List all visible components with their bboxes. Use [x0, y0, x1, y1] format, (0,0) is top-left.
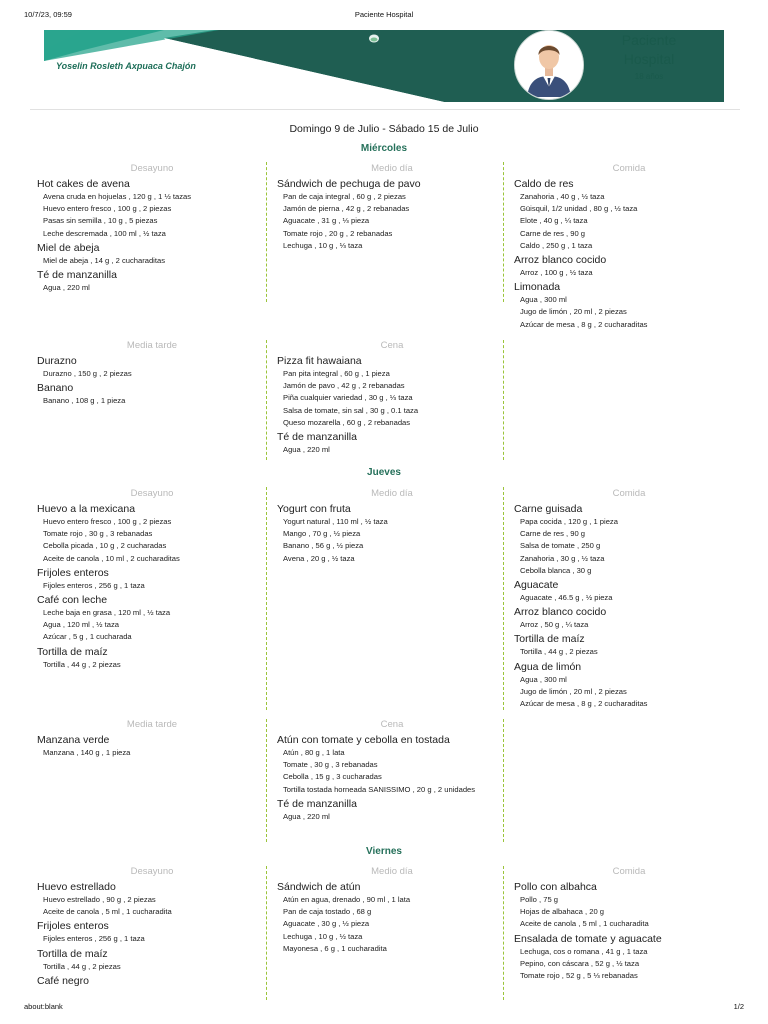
print-datetime: 10/7/23, 09:59: [24, 10, 72, 19]
meal-column: [277, 488, 507, 565]
meal-column: [277, 866, 507, 955]
ingredient-item: Cebolla blanca , 30 g: [520, 565, 592, 575]
profile-banner: [44, 30, 724, 102]
print-header: [0, 10, 768, 22]
dish-name: Huevo estrellado: [37, 881, 116, 893]
ingredient-item: Azúcar de mesa , 8 g , 2 cucharaditas: [520, 319, 648, 329]
dish-name: Banano: [37, 382, 74, 395]
dish-name: Yogurt con fruta: [277, 503, 351, 515]
ingredient-item: Agua , 120 ml , ½ taza: [43, 620, 119, 630]
ingredient-item: Lechuga, cos o romana , 41 g , 1 taza: [520, 946, 648, 956]
ingredient-item: Cebolla , 15 g , 3 cucharadas: [283, 772, 382, 782]
ingredient-item: Jamón de pavo , 42 g , 2 rebanadas: [283, 381, 405, 391]
dish-name: Manzana verde: [37, 734, 110, 746]
meal-column: [514, 488, 744, 710]
ingredient-item: Leche descremada , 100 ml , ½ taza: [43, 228, 166, 238]
ingredient-item: Lechuga , 10 g , ⅓ taza: [283, 240, 363, 250]
dish-name: Frijoles enteros: [37, 920, 109, 933]
ingredient-item: Fijoles enteros , 256 g , 1 taza: [43, 934, 145, 944]
ingredient-item: Güisquil, 1/2 unidad , 80 g , ½ taza: [520, 204, 638, 214]
ingredient-item: Huevo entero fresco , 100 g , 2 piezas: [43, 204, 172, 214]
ingredient-item: Aguacate , 30 g , ½ pieza: [283, 919, 370, 929]
ingredient-item: Durazno , 150 g , 2 piezas: [43, 369, 132, 378]
ingredient-item: Hojas de albahaca , 20 g: [520, 907, 605, 917]
column-separator: [266, 340, 267, 460]
print-footer: [0, 1002, 768, 1014]
ingredient-item: Avena , 20 g , ½ taza: [283, 553, 355, 563]
ingredient-item: Salsa de tomate , 250 g: [520, 541, 601, 551]
ingredient-item: Caldo , 250 g , 1 taza: [520, 240, 593, 250]
dish-name: Hot cakes de avena: [37, 178, 130, 190]
ingredient-item: Tomate rojo , 30 g , 3 rebanadas: [43, 529, 153, 539]
dish-name: Arroz blanco cocido: [514, 254, 607, 267]
dish-name: Té de manzanilla: [277, 797, 357, 810]
dish-name: Atún con tomate y cebolla en tostada: [277, 734, 450, 746]
ingredient-item: Leche baja en grasa , 120 ml , ½ taza: [43, 608, 171, 618]
dish-name: Agua de limón: [514, 660, 582, 673]
column-separator: [266, 866, 267, 1000]
ingredient-item: Banano , 56 g , ½ pieza: [283, 541, 364, 551]
ingredient-item: Miel de abeja , 14 g , 2 cucharaditas: [43, 255, 165, 265]
dish-name: Carne guisada: [514, 503, 583, 515]
dish-name: Frijoles enteros: [37, 566, 109, 579]
meal-title: Media tarde: [126, 719, 178, 730]
ingredient-item: Pan de caja integral , 60 g , 2 piezas: [283, 192, 406, 201]
ingredient-item: Elote , 40 g , ¼ taza: [520, 216, 588, 226]
print-url: about:blank: [24, 1002, 63, 1011]
ingredient-item: Huevo entero fresco , 100 g , 2 piezas: [43, 517, 172, 526]
meal-title: Desayuno: [130, 488, 174, 499]
ingredient-item: Aceite de canola , 5 ml , 1 cucharadita: [520, 919, 649, 929]
ingredient-item: Aceite de canola , 5 ml , 1 cucharadita: [43, 907, 172, 917]
user-avatar-icon: [514, 30, 584, 100]
ingredient-item: Aguacate , 46.5 g , ½ pieza: [520, 593, 613, 603]
patient-name: Yoselin Rosleth Axpuaca Chajón: [56, 61, 196, 71]
ingredient-item: Tortilla , 44 g , 2 piezas: [43, 659, 121, 669]
ingredient-item: Fijoles enteros , 256 g , 1 taza: [43, 580, 145, 590]
ingredient-item: Pan de caja tostado , 68 g: [283, 907, 372, 917]
meal-title: Comida: [612, 866, 646, 877]
ingredient-item: Queso mozarella , 60 g , 2 rebanadas: [283, 417, 411, 427]
ingredient-item: Pollo , 75 g: [520, 895, 558, 904]
dish-name: Tortilla de maíz: [514, 633, 585, 646]
ingredient-item: Yogurt natural , 110 ml , ½ taza: [283, 517, 388, 526]
column-separator: [266, 487, 267, 710]
ingredient-item: Arroz , 50 g , ¼ taza: [520, 620, 589, 630]
meal-title: Medio día: [371, 488, 413, 499]
dish-name: Miel de abeja: [37, 241, 100, 254]
meal-column: [277, 340, 507, 456]
column-separator: [503, 487, 504, 710]
day-heading: Miércoles: [360, 143, 408, 154]
meal-column: [277, 163, 507, 252]
meal-column: [514, 163, 744, 331]
meal-title: Cena: [380, 340, 404, 351]
ingredient-item: Azúcar , 5 g , 1 cucharada: [43, 632, 132, 642]
ingredient-item: Piña cualquier variedad , 30 g , ⅓ taza: [283, 393, 413, 403]
ingredient-item: Pan pita integral , 60 g , 1 pieza: [283, 369, 390, 378]
day-heading: Jueves: [367, 467, 401, 478]
logo-icon: [369, 34, 379, 43]
ingredient-item: Tortilla , 44 g , 2 piezas: [43, 961, 121, 971]
meal-title: Desayuno: [130, 866, 174, 877]
ingredient-item: Jugo de limón , 20 ml , 2 piezas: [520, 307, 627, 317]
meal-title: Comida: [612, 488, 646, 499]
ingredient-item: Atún en agua, drenado , 90 ml , 1 lata: [283, 895, 411, 904]
meal-column: [37, 163, 267, 294]
meal-column: [37, 866, 267, 988]
ingredient-item: Banano , 108 g , 1 pieza: [43, 396, 126, 406]
ingredient-item: Huevo estrellado , 90 g , 2 piezas: [43, 895, 156, 904]
ingredient-item: Pepino, con cáscara , 52 g , ½ taza: [520, 958, 640, 968]
ingredient-item: Azúcar de mesa , 8 g , 2 cucharaditas: [520, 699, 648, 709]
ingredient-item: Agua , 300 ml: [520, 674, 567, 684]
dish-name: Té de manzanilla: [37, 269, 117, 282]
patient-age: 18 años: [634, 72, 664, 81]
divider: [30, 109, 740, 110]
dish-name: Sándwich de pechuga de pavo: [277, 178, 421, 190]
ingredient-item: Tomate rojo , 20 g , 2 rebanadas: [283, 228, 393, 238]
dish-name: Durazno: [37, 355, 77, 367]
ingredient-item: Carne de res , 90 g: [520, 529, 586, 539]
dish-name: Sándwich de atún: [277, 881, 361, 893]
meal-title: Medio día: [371, 866, 413, 877]
ingredient-item: Manzana , 140 g , 1 pieza: [43, 748, 131, 757]
print-title: Paciente Hospital: [354, 10, 414, 19]
meal-column: [514, 866, 744, 982]
ingredient-item: Mango , 70 g , ½ pieza: [283, 529, 361, 539]
ingredient-item: Atún , 80 g , 1 lata: [283, 748, 345, 757]
dish-name: Ensalada de tomate y aguacate: [514, 932, 662, 945]
print-page: 1/2: [733, 1002, 744, 1011]
ingredient-item: Tortilla tostada horneada SANISSIMO , 20 g , 2 unidades: [283, 784, 476, 794]
day-heading: Viernes: [366, 846, 402, 857]
ingredient-item: Tomate rojo , 52 g , 5 ⅓ rebanadas: [520, 971, 638, 981]
dish-name: Limonada: [514, 281, 561, 294]
ingredient-item: Cebolla picada , 10 g , 2 cucharadas: [43, 541, 167, 551]
meal-title: Cena: [380, 719, 404, 730]
column-separator: [503, 719, 504, 842]
ingredient-item: Agua , 300 ml: [520, 295, 567, 305]
patient-title: Paciente Hospital: [621, 32, 677, 67]
column-separator: [503, 866, 504, 1000]
ingredient-item: Lechuga , 10 g , ½ taza: [283, 931, 363, 941]
column-separator: [503, 340, 504, 460]
meal-column: [37, 488, 267, 671]
meal-column: [37, 719, 267, 759]
dish-name: Tortilla de maíz: [37, 645, 108, 658]
ingredient-item: Aceite de canola , 10 ml , 2 cucharaditas: [43, 553, 180, 563]
dish-name: Café negro: [37, 974, 89, 987]
ingredient-item: Agua , 220 ml: [43, 283, 90, 293]
ingredient-item: Zanahoria , 40 g , ½ taza: [520, 192, 605, 201]
meal-column: [277, 719, 507, 823]
ingredient-item: Avena cruda en hojuelas , 120 g , 1 ½ tazas: [43, 192, 192, 201]
ingredient-item: Carne de res , 90 g: [520, 228, 586, 238]
dish-name: Pollo con albahca: [514, 881, 597, 893]
ingredient-item: Agua , 220 ml: [283, 811, 330, 821]
dish-name: Caldo de res: [514, 178, 574, 190]
dish-name: Té de manzanilla: [277, 431, 357, 444]
ingredient-item: Mayonesa , 6 g , 1 cucharadita: [283, 943, 387, 953]
meal-title: Comida: [612, 163, 646, 174]
ingredient-item: Agua , 220 ml: [283, 445, 330, 455]
dish-name: Tortilla de maíz: [37, 947, 108, 960]
date-range: Domingo 9 de Julio - Sábado 15 de Julio: [289, 123, 479, 135]
dish-name: Café con leche: [37, 594, 108, 607]
ingredient-item: Tomate , 30 g , 3 rebanadas: [283, 760, 378, 770]
dish-name: Arroz blanco cocido: [514, 606, 607, 619]
meal-title: Desayuno: [130, 163, 174, 174]
ingredient-item: Pasas sin semilla , 10 g , 5 piezas: [43, 216, 158, 226]
dish-name: Aguacate: [514, 579, 559, 592]
ingredient-item: Arroz , 100 g , ½ taza: [520, 268, 593, 278]
ingredient-item: Jamón de pierna , 42 g , 2 rebanadas: [283, 204, 410, 214]
dish-name: Huevo a la mexicana: [37, 503, 136, 515]
ingredient-item: Jugo de limón , 20 ml , 2 piezas: [520, 686, 627, 696]
dish-name: Pizza fit hawaiana: [277, 355, 362, 367]
ingredient-item: Zanahoria , 30 g , ½ taza: [520, 553, 605, 563]
ingredient-item: Aguacate , 31 g , ⅓ pieza: [283, 216, 370, 226]
column-separator: [266, 719, 267, 842]
meal-title: Medio día: [371, 163, 413, 174]
ingredient-item: Tortilla , 44 g , 2 piezas: [520, 647, 598, 657]
column-separator: [266, 162, 267, 302]
ingredient-item: Salsa de tomate, sin sal , 30 g , 0.1 taza: [283, 405, 419, 415]
meal-column: [37, 340, 267, 407]
ingredient-item: Papa cocida , 120 g , 1 pieza: [520, 517, 618, 526]
meal-title: Media tarde: [126, 340, 178, 351]
column-separator: [503, 162, 504, 302]
